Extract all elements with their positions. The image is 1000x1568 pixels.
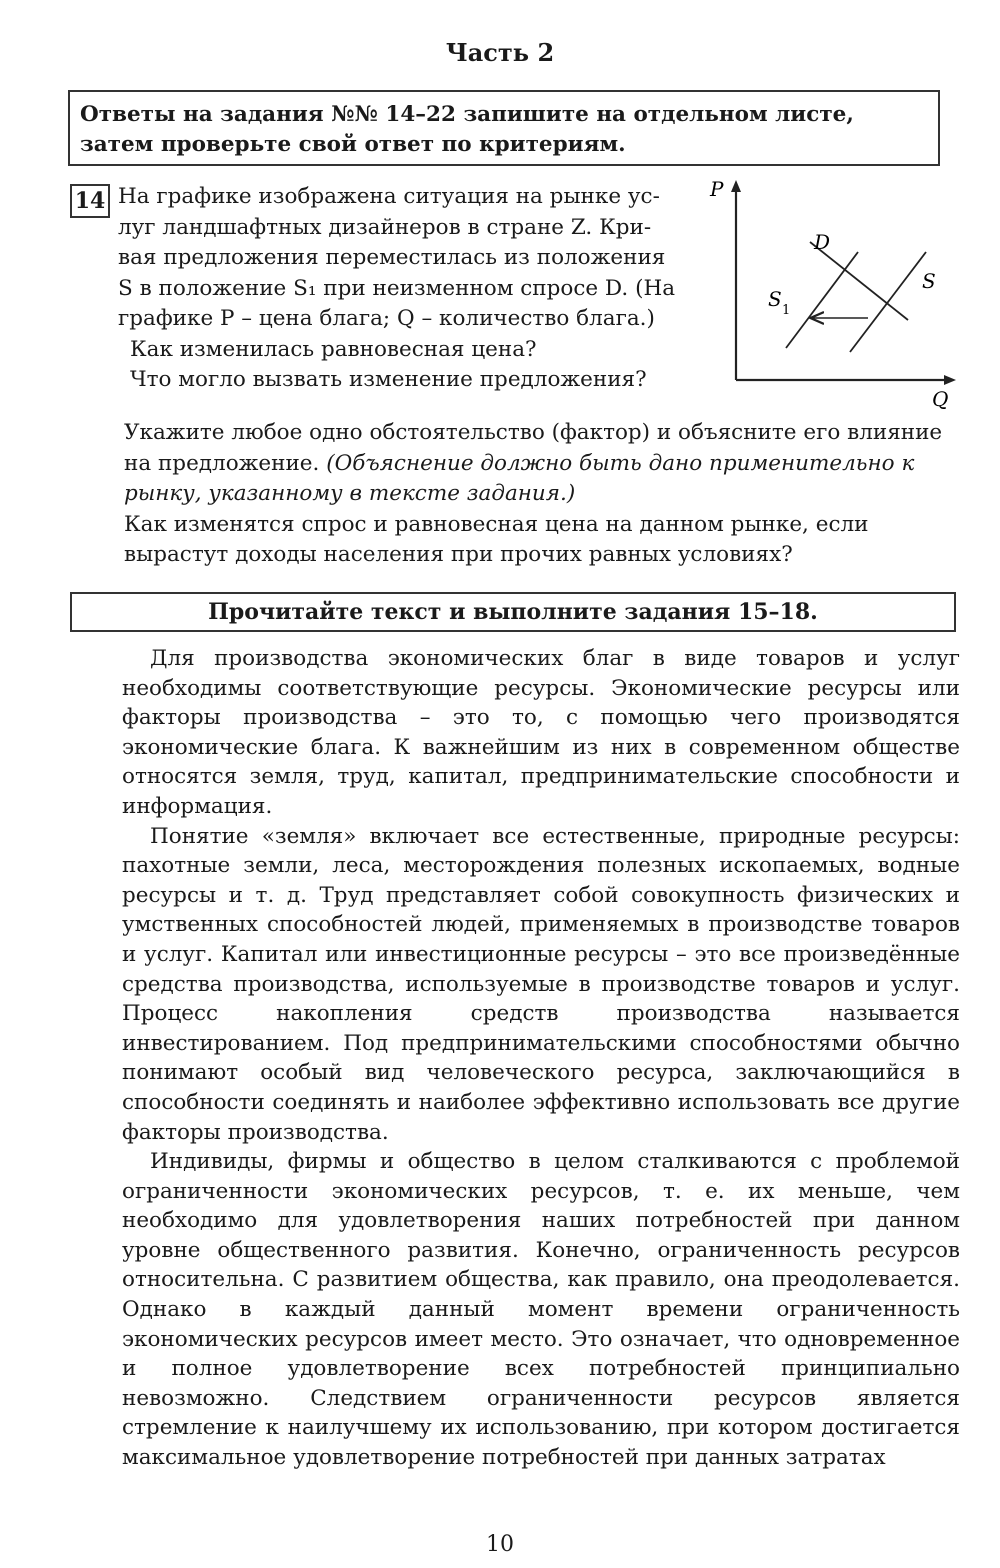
x-axis-label: Q [932,387,949,411]
request-note: (Объяснение должно быть дано применительно к рынку, указанному в тексте задания.) [124,450,915,506]
task-intro [118,182,718,396]
x-axis-arrow [944,375,956,385]
reading-text [122,644,960,1473]
demand-label: D [814,230,831,254]
paragraph: Для производства экономических благ в виде товаров и услуг необходимы соответствующие ресурсы. Экономические ресурсы или факторы производства – это то, с помощью чего производятся экономические блага. К важнейшим из них в современном обществе относятся земля, труд, капитал, предпринимательские способности и информация. [122,646,960,819]
new-supply-label: S [768,287,782,311]
task-continuation [124,418,964,571]
task-intro-line: графике P – цена блага; Q – количество блага.) [118,306,655,331]
task-intro-line: вая предложения переместилась из положения [118,245,666,270]
supply-label: S [922,269,936,293]
question-cause: Что могло вызвать изменение предложения? [130,367,647,392]
task-number: 14 [70,184,110,218]
task-intro-line: луг ландшафтных дизайнеров в стране Z. Кри- [118,214,652,240]
y-axis-label: P [710,178,724,201]
paragraph: Понятие «земля» включает все естественные, природные ресурсы: пахотные земли, леса, месторождения полезных ископаемых, водные ресурсы и т. д. Труд представляет собой совокупность физических и умственных способностей людей, применяемых в производстве товаров и услуг. Капитал или инвестиционные ресурсы – это все произведённые средства производства, используемые в производстве товаров и услуг. Процесс накопления средств производства называется инвестированием. Под предпринимательскими способностями обычно понимают особый вид человеческого ресурса, заключающийся в способности соединять и наиболее эффективно использовать все другие факторы производства. [122,823,960,1145]
paragraph: Индивиды, фирмы и общество в целом сталкиваются с проблемой ограниченности экономических ресурсов, т. е. их меньше, чем необходимо для удовлетворения наших потребностей при данном уровне общественного развития. Конечно, ограниченность ресурсов относительна. С развитием общества, как правило, она преодолевается. Однако в каждый данный момент времени ограниченность экономических ресурсов имеет место. Это означает, что одновременное и полное удовлетворение всех потребностей принципиально невозможно. Следствием ограниченности ресурсов является стремление к наилучшему их использованию, при котором достигается максимальное удовлетворение потребностей при данных затратах [122,1149,960,1471]
task-intro-line: S в положение S₁ при неизменном спросе D. (На [118,275,676,301]
question-price: Как изменилась равновесная цена? [130,336,537,362]
question-income: Как изменятся спрос и равновесная цена на данном рынке, если вырастут доходы населения при прочих равных условиях? [124,511,869,567]
y-axis-arrow [731,180,741,192]
supply-curve-s1 [786,252,858,348]
instruction-box: Ответы на задания №№ 14–22 запишите на отдельном листе, затем проверьте свой ответ по критериям. [68,90,940,166]
page-number: 10 [486,1532,514,1557]
new-supply-subscript: 1 [782,303,791,318]
part-title: Часть 2 [445,38,555,67]
request-main: Укажите любое одно обстоятельство (фактор) и объясните его влияние на предложение. [124,420,943,476]
task-intro-line: На графике изображена ситуация на рынке ус- [118,184,660,209]
supply-curve-s [850,252,926,352]
request-text [124,418,964,510]
supply-demand-graph [700,178,970,414]
reading-instruction-box: Прочитайте текст и выполните задания 15–18. [70,592,956,632]
